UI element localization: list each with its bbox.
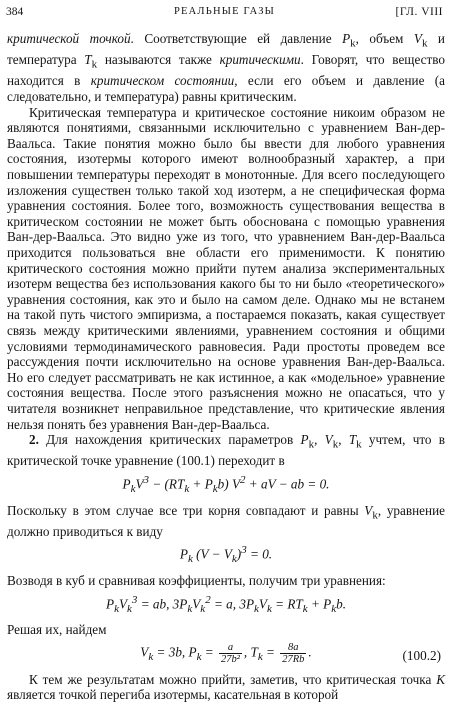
paragraph-section-2: 2. Для нахождения критических параметров $P_k$, $V_k$, $T_k$ учтем, что в критической точке уравнение (100.1) переходит в (7, 432, 446, 469)
paragraph-roots-coincide: Поскольку в этом случае все три корня совпадают и равны $V_k$, уравнение должно приводиться к виду (7, 502, 445, 539)
chapter-label: [ГЛ. VIII (395, 6, 443, 18)
page-body (7, 31, 445, 703)
paragraph-three-equations: Возводя в куб и сравнивая коэффициенты, получим три уравнения: (7, 573, 386, 589)
paragraph-critical-temperature: Критическая температура и критическое состояние никоим образом не являются понятиями, связанными исключительно с уравнением Ван-дер-Ваальса. Такие понятия можно было бы ввести для любого уравнения состояния, изотермы которого имеют волнообразный характер, а при повышении температуры переходят в монотонные. Для всего последующего изложения существен только такой ход изотерм, а не специфическая форма уравнения состояния. Более того, возможность существования вещества в критическом состоянии не может быть обоснована с помощью уравнения Ван-дер-Ваальса. Это видно уже из того, что уравнением Ван-дер-Ваальса приходится пользоваться вне области его применимости. К понятию критического состояния можно прийти путем анализа экспериментальных изотерм вещества без использования какого бы то ни было «теоретического» уравнения состояния, как это и было на самом деле. Однако мы не встанем на такой путь чистого эмпиризма, а постараемся показать, какая существует связь между критическими явлениями, уравнением состояния и общими условиями термодинамического равновесия. Ради простоты проведем все рассуждения почти исключительно на основе уравнения Ван-дер-Ваальса. Но его следует рассматривать не как истинное, а как «модельное» уравнение состояния вещества. После этого разъяснения можно не опасаться, что у читателя возникнет неправильное представление, что критические явления нельзя понять без уравнения Ван-дер-Ваальса. (7, 104, 445, 432)
page-header (6, 4, 443, 20)
equation-critical-parameters: $V_k = 3b$, $P_k$ = $\frac{a}{\text{27b²}}$ , $T_k$ = $\frac{8a}{27Rb}$ . (100.2) (140, 641, 441, 665)
equation-cube-form: $P_k$ $(V - V_k)^3 = 0$. (179, 544, 273, 566)
paragraph-inflection-point: К тем же результатам можно прийти, заметив, что критическая точка K является точкой перегиба изотермы, касательная в которой (7, 671, 445, 703)
equation-system: $P_kV_k^3$ = ab, $3P_kV_k^2 = a$, $3P_kV_k = RT_k + P_kb$. (106, 593, 346, 615)
running-title: РЕАЛЬНЫЕ ГАЗЫ (173, 6, 276, 17)
paragraph-critical-point: критической точкой. Соответствующие ей давление $P_k$, объем $V_k$ и температура $T_k$ называются также критическими. Говорят, что вещество находится в критическом состоянии, если его объем и давление (а следовательно, и температура) равны критическим. (7, 31, 446, 105)
page-number: 384 (6, 6, 24, 18)
fraction-temperature: $\frac{8a}{27Rb}$ (282, 641, 305, 665)
fraction-pressure: $\frac{a}{\text{27b²}}$ (220, 641, 240, 665)
equation-number: (100.2) (402, 647, 441, 663)
equation-cubic: $P_kV^3 - (RT_k + P_kb) V^2$ + aV − ab = 0. (122, 473, 330, 495)
paragraph-solving: Решая их, найдем (7, 622, 107, 638)
